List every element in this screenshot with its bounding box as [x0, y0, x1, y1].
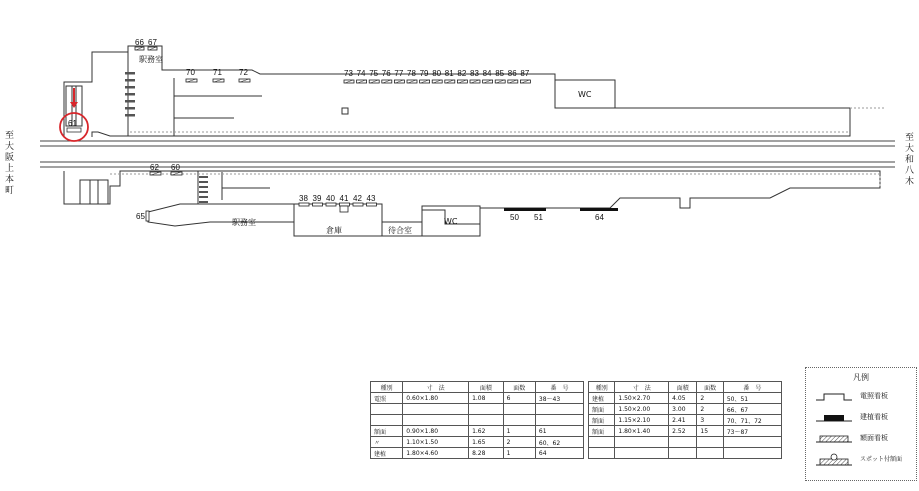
direction-east [905, 132, 914, 187]
sign-label: 51 [534, 213, 543, 222]
table-header-cell: 番 号 [535, 382, 583, 393]
sign-42 [353, 203, 363, 206]
sign-39 [313, 203, 323, 206]
sign-label: 66 [135, 38, 144, 47]
sign-43 [367, 203, 377, 206]
table-cell [503, 404, 535, 415]
table-cell: 50、51 [723, 393, 781, 404]
spec-table-left [370, 381, 584, 459]
bench-mark [125, 100, 135, 103]
table-cell: 61 [535, 426, 583, 437]
bench-mark [125, 114, 135, 117]
table-row [371, 448, 584, 459]
sign-label: 64 [595, 213, 604, 222]
table-row [589, 404, 782, 415]
table-cell [723, 448, 781, 459]
table-row [589, 393, 782, 404]
sign-label: 67 [148, 38, 157, 47]
table-cell [535, 415, 583, 426]
legend-box [805, 367, 917, 481]
upper-bench-marks [125, 72, 135, 117]
table-cell: 60、62 [535, 437, 583, 448]
bench-mark [125, 86, 135, 89]
sign-65 [146, 211, 149, 221]
legend-label: 建植看板 [860, 413, 888, 421]
table-row [589, 437, 782, 448]
table-row [589, 415, 782, 426]
room-wc-lower: WC [444, 217, 458, 226]
table-cell: 額面 [371, 426, 403, 437]
table-row [371, 404, 584, 415]
sign-41 [340, 203, 350, 206]
legend-item-spot [814, 453, 914, 465]
sign-label: 84 [482, 69, 492, 78]
illuminated-sign-icon [814, 390, 854, 402]
table-header-cell: 面積 [469, 382, 504, 393]
table-cell: 1.80×1.40 [615, 426, 669, 437]
sign-label: 85 [495, 69, 505, 78]
sign-38 [299, 203, 309, 206]
table-cell [403, 404, 469, 415]
upper-signs [135, 38, 530, 83]
table-cell [469, 415, 504, 426]
bench-mark [125, 72, 135, 75]
table-cell [697, 437, 723, 448]
table-row [371, 437, 584, 448]
sign-label: 71 [213, 68, 222, 77]
table-cell [723, 437, 781, 448]
table-cell: 1.80×4.60 [403, 448, 469, 459]
table-header-cell: 種別 [371, 382, 403, 393]
room-station-office-upper: 駅務室 [139, 55, 163, 64]
legend-label: 額面看板 [860, 434, 888, 442]
sign-64-bar [580, 208, 618, 211]
room-storage: 倉庫 [326, 226, 342, 235]
sign-label: 39 [312, 194, 322, 203]
sign-label: 83 [470, 69, 479, 78]
legend-label: スポット付額面 [860, 456, 903, 463]
table-row [371, 415, 584, 426]
table-cell: 〃 [371, 437, 403, 448]
table-cell [589, 448, 615, 459]
table-cell: 1 [503, 448, 535, 459]
framed-sign-icon [814, 432, 854, 444]
table-cell: 66、67 [723, 404, 781, 415]
spec-table-right-header [589, 382, 782, 393]
table-row [371, 426, 584, 437]
bench-mark [125, 93, 135, 96]
table-header-cell: 面数 [503, 382, 535, 393]
bench-mark [199, 201, 208, 203]
bench-mark [199, 196, 208, 198]
direction-west-text: 至大阪上本町 [5, 131, 15, 196]
table-cell [535, 404, 583, 415]
legend-item-framed [814, 432, 914, 444]
table-cell: 2 [697, 393, 723, 404]
table-cell [615, 448, 669, 459]
table-cell: 64 [535, 448, 583, 459]
sign-61-label: 61 [68, 119, 77, 128]
sign-label: 41 [339, 194, 349, 203]
table-cell: 建植 [371, 448, 403, 459]
table-cell [371, 415, 403, 426]
direction-west [5, 130, 14, 196]
track-lines [40, 141, 895, 167]
table-header-cell: 面積 [669, 382, 697, 393]
spec-table-left-header [371, 382, 584, 393]
table-cell: 15 [697, 426, 723, 437]
table-cell: 2.52 [669, 426, 697, 437]
table-cell: 2 [503, 437, 535, 448]
table-cell: 70、71、72 [723, 415, 781, 426]
sign-label: 82 [457, 69, 467, 78]
table-cell [589, 437, 615, 448]
sign-label: 60 [171, 163, 180, 172]
sign-label: 72 [239, 68, 248, 77]
legend-label: 電照看板 [860, 392, 888, 400]
lower-stairs [80, 180, 108, 204]
table-cell [403, 415, 469, 426]
table-cell: 1.62 [469, 426, 504, 437]
table-cell: 6 [503, 393, 535, 404]
legend-item-illuminated [814, 390, 914, 402]
sign-label: 43 [366, 194, 376, 203]
sign-label: 38 [299, 194, 308, 203]
table-cell: 額面 [589, 415, 615, 426]
table-header-cell: 寸 法 [403, 382, 469, 393]
sign-label: 50 [510, 213, 519, 222]
table-cell: 1.50×2.00 [615, 404, 669, 415]
table-cell: 3.00 [669, 404, 697, 415]
table-row [371, 393, 584, 404]
table-cell [697, 448, 723, 459]
table-cell [615, 437, 669, 448]
table-cell [669, 437, 697, 448]
table-cell [469, 404, 504, 415]
table-cell: 2 [697, 404, 723, 415]
sign-label: 76 [381, 69, 391, 78]
table-cell: 2.41 [669, 415, 697, 426]
table-cell: 1.10×1.50 [403, 437, 469, 448]
bench-mark [199, 176, 208, 178]
sign-label: 42 [353, 194, 362, 203]
bench-mark [125, 107, 135, 110]
lower-bench-marks [199, 176, 208, 203]
legend-title: 凡例 [853, 373, 869, 382]
table-cell: 4.05 [669, 393, 697, 404]
table-cell: 1.65 [469, 437, 504, 448]
table-cell: 1 [503, 426, 535, 437]
table-row [589, 426, 782, 437]
table-header-cell: 種別 [589, 382, 615, 393]
spec-table-right [588, 381, 782, 459]
table-cell: 電照 [371, 393, 403, 404]
table-cell [669, 448, 697, 459]
table-cell: 0.60×1.80 [403, 393, 469, 404]
table-header-cell: 面数 [697, 382, 723, 393]
bench-mark [199, 191, 208, 193]
table-cell: 建植 [589, 393, 615, 404]
sign-label: 81 [444, 69, 454, 78]
table-cell: 1.08 [469, 393, 504, 404]
table-cell: 0.90×1.80 [403, 426, 469, 437]
upper-pillar [342, 108, 348, 114]
table-row [589, 448, 782, 459]
table-cell: 額面 [589, 426, 615, 437]
table-cell [503, 415, 535, 426]
direction-east-text: 至大和八木 [905, 133, 915, 187]
sign-label: 77 [394, 69, 404, 78]
bench-mark [199, 186, 208, 188]
table-cell: 38〜43 [535, 393, 583, 404]
table-cell: 額面 [589, 404, 615, 415]
table-cell: 1.15×2.10 [615, 415, 669, 426]
sign-label: 75 [369, 69, 379, 78]
table-header-cell: 番 号 [723, 382, 781, 393]
sign-50-51-bar [504, 208, 546, 211]
table-cell: 73〜87 [723, 426, 781, 437]
sign-label: 78 [407, 69, 416, 78]
sign-label: 62 [150, 163, 159, 172]
table-cell: 1.50×2.70 [615, 393, 669, 404]
legend-item-standing [814, 411, 914, 423]
table-header-cell: 寸 法 [615, 382, 669, 393]
spot-framed-sign-icon [814, 453, 854, 467]
sign-label: 73 [344, 69, 353, 78]
table-cell: 8.28 [469, 448, 504, 459]
bench-mark [199, 181, 208, 183]
sign-label: 79 [419, 69, 429, 78]
sign-40 [326, 203, 336, 206]
table-cell [371, 404, 403, 415]
sign-label: 40 [326, 194, 335, 203]
sign-label: 87 [520, 69, 530, 78]
upper-platform [64, 46, 885, 137]
sign-label: 86 [507, 69, 517, 78]
signpost-box [340, 206, 348, 212]
sign-label: 74 [356, 69, 366, 78]
standing-sign-icon [814, 411, 854, 423]
lower-signs [136, 163, 618, 222]
sign-label: 80 [432, 69, 442, 78]
table-cell: 3 [697, 415, 723, 426]
bench-mark [125, 79, 135, 82]
lower-platform [64, 171, 880, 236]
room-station-office-lower: 駅務室 [232, 218, 256, 227]
room-waiting: 待合室 [388, 226, 412, 235]
sign-label: 70 [186, 68, 195, 77]
room-wc-upper: WC [578, 90, 592, 99]
sign-label: 65 [136, 212, 145, 221]
